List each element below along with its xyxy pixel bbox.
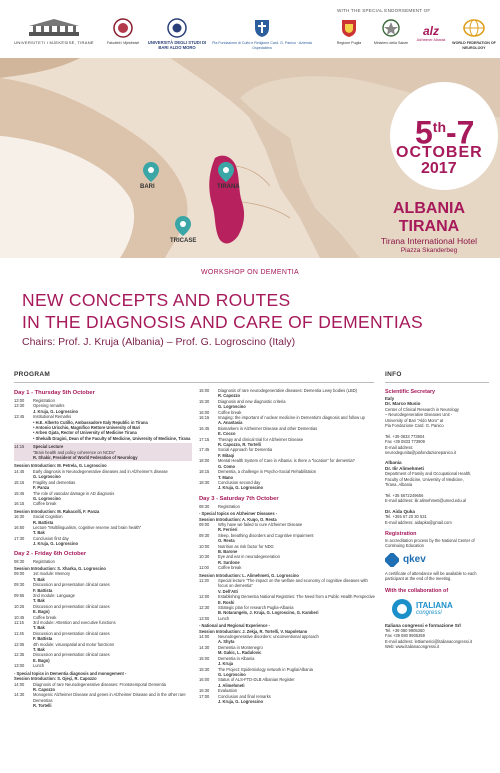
schedule-row xyxy=(199,616,375,621)
schedule-speaker: T. Mano xyxy=(218,474,234,480)
day-3-rows xyxy=(199,504,375,509)
schedule-time: 12:35 xyxy=(14,652,25,658)
schedule-item: Lecture "Multilingualism, cognitive reserve and brain health" xyxy=(33,524,142,530)
program-divider xyxy=(14,382,374,383)
schedule-item: Discussion and presentation clinical cases xyxy=(33,603,110,609)
schedule-time: 17:15 xyxy=(199,436,210,442)
logo-regione-puglia xyxy=(332,18,366,46)
schedule-time: 11:15 xyxy=(14,620,24,626)
schedule-time: 16:30 xyxy=(199,688,210,694)
schedule-speaker: T. Bak xyxy=(33,625,45,631)
schedule-speaker: R. Capozzo xyxy=(33,686,56,692)
title-line-2: IN THE DIAGNOSIS AND CARE OF DEMENTIAS xyxy=(22,312,423,332)
schedule-item: Establishing Dementia National Registries: The Need from a Public Health Perspective xyxy=(218,594,375,600)
schedule-item: The Project: Epidemiology network in Puglia/Albania xyxy=(218,666,313,672)
schedule-item: Evaluation xyxy=(218,688,238,694)
schedule-item: Mental Health System of Care in Albania: is there a "location" for dementia? xyxy=(218,458,355,464)
session-topic: - Special topics on Alzheimer Diseases - xyxy=(199,511,278,517)
schedule-speaker: G. Logroscino xyxy=(218,671,246,677)
logo-university-medicine-tirana xyxy=(6,18,102,46)
logo-label: Ministero della Salute xyxy=(373,41,409,46)
schedule-time: 09:30 xyxy=(199,532,210,538)
italy-contact-lines xyxy=(385,407,493,456)
schedule-item: Eye and ear in neurodegeneration xyxy=(218,554,280,560)
schedule-time: 09:55 xyxy=(14,593,25,598)
schedule-speaker: • Arben Gjata, Rector of University of Medicine Tirana xyxy=(33,430,137,436)
special-lecture xyxy=(14,443,192,461)
italiana-congressi-logo xyxy=(391,598,493,620)
albania-contact-lines xyxy=(385,471,493,503)
schedule-time: 09:00 xyxy=(199,521,210,527)
schedule-item: Dementia in Albania xyxy=(218,655,255,661)
schedule-time: 16:50 xyxy=(14,524,25,530)
schedule-speaker: R. Sardone xyxy=(218,559,240,565)
schedule-speaker: R. Battista xyxy=(33,519,54,525)
schedule-item: Imaging: the important of nuclear medicine in Dementia's diagnosis and follow up xyxy=(218,415,365,421)
session-intro: Session Introduction: A. Kuqo, O. Resta xyxy=(199,516,277,522)
event-year: 2017 xyxy=(421,160,457,177)
schedule-item: Registration xyxy=(218,503,240,509)
info-line: Fax +39 0833 773909 xyxy=(385,439,425,445)
info-line: Tel. +39 0833 773904 xyxy=(385,433,425,439)
schedule-row xyxy=(14,541,192,546)
schedule-time: 17:45 xyxy=(199,447,210,453)
schedule-item: Diagnosis and new diagnostic criteria xyxy=(218,398,286,404)
schedule-time xyxy=(199,485,218,490)
schedule-speaker: E. Roshi xyxy=(218,599,235,605)
logo-university-bari xyxy=(147,18,207,50)
scientific-secretary-title: Scientific Secretary xyxy=(385,389,436,395)
schedule-speaker: F. Battista xyxy=(33,636,53,642)
schedule-time: 15:00 xyxy=(199,655,210,661)
schedule-time: 09:00 xyxy=(14,571,25,577)
schedule-row xyxy=(199,699,375,704)
session-topic: - National and Regional Experience - xyxy=(199,623,270,629)
schedule-time: 10:30 xyxy=(199,554,210,560)
schedule-speaker: J. Kruja, G. Logroscino xyxy=(33,408,79,414)
program-column-2 xyxy=(199,388,375,704)
workshop-label: WORKSHOP ON DEMENTIA xyxy=(200,269,300,276)
day-2-rows xyxy=(14,559,192,564)
city-label-bari: BARI xyxy=(140,184,155,190)
info-line: Tirana, Albania xyxy=(385,482,413,488)
schedule-item: 4th module: visuospatial and motor functions xyxy=(33,641,115,647)
logo-alzheimer-albania xyxy=(414,18,448,42)
schedule-time xyxy=(14,541,33,546)
albania-contact-name: Dr. Ilir Alimehmeti xyxy=(385,465,424,471)
schedule-item: Coffee break xyxy=(33,614,57,620)
albania-contact-name-2: Dr. Aida Quka xyxy=(385,508,415,514)
city-label-tricase: TRICASE xyxy=(170,238,197,244)
schedule-item: Discussion and presentation clinical cases xyxy=(33,652,110,658)
info-line: neurodegunita@piafondazionepanico.it xyxy=(385,450,457,456)
special-speaker: R. Shakir, President of World Federation of Neurology xyxy=(33,455,138,461)
schedule-speaker: F. Panza xyxy=(33,485,50,491)
schedule-speaker: G. Logroscino xyxy=(33,474,61,480)
schedule-time: 12:05 xyxy=(14,641,25,647)
schedule-time: 08:30 xyxy=(199,503,210,509)
schedule-time: 18:30 xyxy=(199,479,210,485)
session-intro: Session Introduction: J. Zekja, R. Tortelli, V. Napoletano xyxy=(199,628,308,634)
schedule-time: 15:30 xyxy=(199,398,210,404)
info-line: Department of Family and Occupational Health, xyxy=(385,471,472,477)
info-line: E-mail address: ilir.alimehmeti@umed.edu.al xyxy=(385,498,467,504)
schedule-time: 18:00 xyxy=(199,458,210,464)
day-2-rows-3 xyxy=(14,682,192,709)
schedule-time: 13:00 xyxy=(14,663,25,669)
schedule-time: 13:30 xyxy=(14,403,25,409)
schedule-speaker: E. Bago) xyxy=(33,657,50,663)
schedule-item: Conclusion first day xyxy=(33,535,69,541)
schedule-time xyxy=(14,436,33,441)
regional-crest-icon xyxy=(340,18,358,38)
logo-label: Fakulteti i Mjekësisë xyxy=(106,41,140,46)
schedule-item: Nutrition as risk factor for NDG xyxy=(218,543,274,549)
logo-pia-fondazione xyxy=(212,18,312,50)
schedule-speaker: B. Barone xyxy=(218,548,238,554)
schedule-time: 12:00 xyxy=(199,594,210,600)
day-start: 5 xyxy=(415,114,433,151)
schedule-speaker: J. Kruja, G. Logroscino xyxy=(33,541,79,547)
country-italy: Italy xyxy=(385,396,395,401)
schedule-time: 10:45 xyxy=(14,614,25,620)
event-month: OCTOBER xyxy=(396,144,483,161)
day-2-rows-2 xyxy=(14,571,192,668)
schedule-speaker: M. Gakic, L. Radulovic xyxy=(218,650,262,656)
schedule-speaker: B. Notarangelo, J. Kruja, G. Logroscino, G. Kamberi xyxy=(218,610,319,616)
collaboration-title: With the collaboration of xyxy=(385,587,449,594)
special-text: "Brain health and policy coherence on NCDs" xyxy=(33,449,116,455)
main-title xyxy=(22,289,423,333)
venue-country: ALBANIA xyxy=(393,200,465,217)
logo-label: Alzheimer Albania xyxy=(416,38,446,42)
logo-wfn xyxy=(452,18,496,50)
schedule-item: Diagnosis of rare neurodegenerative diseases: Dementia Lewy bodies (LBD) xyxy=(218,388,358,393)
schedule-speaker: G. Como xyxy=(218,463,236,469)
schedule-speaker: A. Anastasia xyxy=(218,420,243,426)
info-line: University of Bari "Aldo Moro" at xyxy=(385,417,444,423)
schedule-time: 16:15 xyxy=(199,415,210,421)
schedule-speaker: E. Cocco xyxy=(218,431,236,437)
seal-icon xyxy=(113,18,133,38)
schedule-item: Coffee break xyxy=(218,565,242,571)
session-intro: Session Introduction: L. Alimehmeti, G. Logroscino xyxy=(199,572,299,578)
venue-square: Piazza Skanderbeg xyxy=(400,247,458,254)
title-line-1: NEW CONCEPTS AND ROUTES xyxy=(22,290,291,310)
italiana-congressi-icon xyxy=(391,598,413,620)
endorsement-title: WITH THE SPECIAL ENDORSEMENT OF xyxy=(337,8,431,13)
schedule-speaker: J. Kruja xyxy=(218,661,234,667)
day-3-rows-3 xyxy=(199,578,375,621)
city-label-tirana: TIRANA xyxy=(217,184,240,190)
certificate-text: A certificate of attendance will be available to each participant at the end of the meeting. xyxy=(385,570,477,582)
schedule-speaker: T. Bak xyxy=(33,530,45,536)
schedule-time: 15:00 xyxy=(199,388,210,393)
cross-shield-icon xyxy=(252,18,272,38)
schedule-speaker: • Shekalb Dragini, Dean of the Faculty of Medicine, University of Medicine, Tirana xyxy=(33,435,191,441)
logo-ministero-salute xyxy=(373,18,409,46)
italiana-logo-text: ITALIANA xyxy=(416,600,453,610)
event-dates: 5th-7 xyxy=(415,114,475,151)
info-header: INFO xyxy=(385,371,402,378)
schedule-speaker: V. Dell'Atti xyxy=(218,588,238,594)
schedule-time: 11:30 xyxy=(199,578,209,583)
schedule-item: Registration xyxy=(33,558,55,564)
schedule-item: Social Approach for Dementia xyxy=(218,447,273,453)
day-3-title: Day 3 - Saturday 7th October xyxy=(199,495,279,502)
schedule-speaker: R. Capozzo, R. Tortelli xyxy=(218,442,261,448)
day-2-afternoon-rows xyxy=(199,388,375,491)
schedule-item: Coffee break xyxy=(33,501,57,507)
schedule-speaker: T. Bak xyxy=(33,647,45,653)
registration-title: Registration xyxy=(385,530,417,537)
schedule-item: Registration xyxy=(33,398,55,403)
seal-icon xyxy=(167,18,187,38)
schedule-item: Institutional Remarks xyxy=(33,414,72,420)
day-1-rows-3 xyxy=(14,514,192,546)
day-end: 7 xyxy=(456,114,475,151)
globe-icon xyxy=(463,18,485,38)
schedule-time: 16:00 xyxy=(199,409,210,415)
schedule-time: 13:00 xyxy=(199,615,210,621)
program-column-1 xyxy=(14,388,192,709)
info-column xyxy=(385,388,493,650)
schedule-item: The role of vascular damage in AD diagnosis xyxy=(33,490,115,496)
qkev-label: qkev xyxy=(403,554,426,566)
schedule-time xyxy=(14,703,33,708)
schedule-time: 14:45 xyxy=(14,468,25,474)
albania-contact-lines-2 xyxy=(385,514,493,525)
schedule-row xyxy=(14,663,192,668)
schedule-time: 18:15 xyxy=(199,469,210,475)
schedule-item: Discussion and presentation clinical cases xyxy=(33,582,110,588)
schedule-item: Social Cognition xyxy=(33,514,63,520)
venue-city: TIRANA xyxy=(398,218,460,235)
schedule-time: 09:30 xyxy=(14,582,25,588)
program-header: PROGRAM xyxy=(14,371,51,378)
logo-label: UNIVERSITETI I MJEKËSISË, TIRANË xyxy=(14,40,94,46)
schedule-item: Therapy and clinical trial for Alzheimer Disease xyxy=(218,436,304,442)
schedule-time: 10:25 xyxy=(14,603,25,609)
schedule-speaker: F. Mitaqi xyxy=(218,452,235,458)
schedule-time: 11:00 xyxy=(199,565,209,571)
info-line: Tel. +35 5672249656 xyxy=(385,492,424,498)
special-time: 14:15 xyxy=(14,444,25,450)
day-1-rows xyxy=(14,398,192,441)
schedule-row xyxy=(14,559,192,564)
schedule-time xyxy=(199,699,218,704)
schedule-item: Why have we failed to cure Alzheimer Disease xyxy=(218,521,303,527)
info-line: E-mail address: lettiamerici@italianacongressi.it xyxy=(385,638,472,644)
schedule-item: Lunch xyxy=(218,615,230,621)
schedule-row xyxy=(199,565,375,570)
schedule-item: Diagnosis of rare Neurodegenerative diseases: Frontotemporal Dementia xyxy=(33,681,166,687)
schedule-row xyxy=(199,504,375,509)
schedule-speaker: • H.E. Alberto Cutillo, Ambassadore Italy Republic in Tirana xyxy=(33,419,148,425)
schedule-time: 17:00 xyxy=(199,693,210,699)
session-topic: - Special topics in Dementia diagnosis and monogement - xyxy=(14,670,127,676)
schedule-item: Strategic plan for research Puglia-Albania xyxy=(218,605,294,611)
schedule-time: 10:00 xyxy=(199,543,210,549)
info-line: Tel. +355 67 20 30 531 xyxy=(385,514,427,520)
logo-faculty-medicine xyxy=(104,18,142,46)
alz-icon: alz xyxy=(422,24,439,38)
info-line: E-mail address: xyxy=(385,444,414,450)
schedule-item: Status of ALS-FTD-DLB Albanian Register xyxy=(218,677,295,683)
info-line: Web: www.italianacongressi.it xyxy=(385,644,440,650)
schedule-item: 1st module: Memory xyxy=(33,571,71,577)
schedule-speaker: F. Battista xyxy=(33,587,53,593)
session-intro: Session Introduction: S. Gjeçi, R. Capozzo xyxy=(14,676,97,682)
schedule-item: Conclusion and final remarks xyxy=(218,693,271,699)
info-line: Center of Clinical Research in Neurology xyxy=(385,406,459,412)
schedule-time: 08:30 xyxy=(14,558,25,564)
special-label: Special Lecture xyxy=(33,444,64,450)
schedule-speaker: R. Ferrieri xyxy=(218,527,238,533)
schedule-row xyxy=(14,501,192,506)
schedule-speaker: J. Kruja, G. Logroscino xyxy=(218,698,264,704)
schedule-row xyxy=(14,436,192,441)
collaborator-name: Italiana congressi e formazione Srl xyxy=(385,622,461,628)
info-line: Fax +39 080 9905359 xyxy=(385,633,425,639)
schedule-speaker: G. Logroscino xyxy=(33,495,61,501)
schedule-row xyxy=(199,578,375,589)
info-line: E-mail address: aidapka@gmail.com xyxy=(385,519,452,525)
republic-emblem-icon xyxy=(382,18,400,38)
schedule-time: 11:45 xyxy=(14,630,24,636)
italy-contact-name: Dr. Marco Musio xyxy=(385,401,421,407)
schedule-speaker: T. Bak xyxy=(33,598,45,604)
schedule-time: 12:30 xyxy=(199,605,210,611)
schedule-time: 16:30 xyxy=(14,514,25,520)
schedule-speaker: J. Kruja, G. Logroscino xyxy=(218,485,264,491)
day-2-title: Day 2 - Friday 6th October xyxy=(14,550,87,557)
schedule-item: Opening remarks xyxy=(33,403,65,409)
schedule-row xyxy=(199,485,375,490)
schedule-item: Monogenic Alzheimer Disease and genes in Alzheimer Disease and in the other rare Dementias xyxy=(33,692,186,703)
schedule-item: Lunch xyxy=(33,663,45,669)
logo-label: WORLD FEDERATION OF NEUROLOGY xyxy=(452,41,496,50)
schedule-item: Dementia in Montenegro xyxy=(218,644,263,650)
schedule-time: 16:45 xyxy=(199,425,210,431)
university-building-icon xyxy=(27,18,81,38)
congressi-logo-text: congressi xyxy=(416,609,442,616)
schedule-item: Coffee break xyxy=(218,409,242,415)
schedule-speaker: R. Tortelli xyxy=(33,703,52,709)
schedule-time: 14:00 xyxy=(199,634,210,640)
session-intro: Session Introduction: S. Xharka, G. Logroscino xyxy=(14,565,106,571)
schedule-speaker: G. Logroscino xyxy=(218,404,246,410)
schedule-speaker: T. Bak xyxy=(33,576,45,582)
logo-label: Pia Fondazione di Culto e Religione Card. G. Panico · Azienda Ospedaliera xyxy=(212,41,312,50)
schedule-time: 15:30 xyxy=(199,666,210,672)
schedule-item: Sleep, breathing disorders and Cognitive Impairment xyxy=(218,532,314,538)
logo-label: Regione Puglia xyxy=(336,41,362,46)
chairs: Chairs: Prof. J. Kruja (Albania) – Prof. G. Logroscino (Italy) xyxy=(22,336,296,348)
schedule-item: Fragility and dementias xyxy=(33,479,76,485)
session-intro: Session Introduction: M. Petrela, G. Logroscino xyxy=(14,463,107,469)
day-3-rows-2 xyxy=(199,522,375,571)
schedule-item: Neurodegenerative disorders: unconventional approach xyxy=(218,634,319,640)
qkev-icon xyxy=(385,553,399,567)
schedule-time: 16:15 xyxy=(14,501,25,507)
info-line: – Neurodegenerative Diseases Unit - xyxy=(385,412,453,418)
schedule-speaker: J. Alimehmeti xyxy=(218,682,245,688)
info-line: Faculty of Medicine, University of Medicine, xyxy=(385,476,464,482)
schedule-time: 13:45 xyxy=(14,414,25,420)
schedule-time: 14:00 xyxy=(14,681,25,687)
day-3-rows-4 xyxy=(199,634,375,704)
schedule-item: 2nd module: Language xyxy=(33,593,75,598)
schedule-item: Biomarkers in Alzheimer Disease and other Dementias xyxy=(218,425,318,431)
info-line: Pia Fondazione Card. G. Panico xyxy=(385,423,444,429)
schedule-time: 14:30 xyxy=(14,692,25,698)
schedule-speaker: O. Resta xyxy=(218,538,235,544)
day-1-rows-2 xyxy=(14,469,192,507)
collaborator-contact-lines xyxy=(385,628,493,650)
schedule-time: 17:30 xyxy=(14,535,25,541)
schedule-item: Discussion and presentation clinical cases xyxy=(33,630,110,636)
venue-hotel: Tirana International Hotel xyxy=(380,236,478,246)
schedule-time: 16:00 xyxy=(199,677,210,683)
logo-label: UNIVERSITÀ DEGLI STUDI DI BARI ALDO MORO xyxy=(147,40,207,50)
schedule-speaker: E. Bago) xyxy=(33,609,50,615)
schedule-time: 15:15 xyxy=(14,479,25,485)
schedule-speaker: A. Shyta xyxy=(218,639,235,645)
info-divider xyxy=(385,382,489,383)
schedule-item: Early diagnosis in Neurodegenerative diseases and in Alzheimer's disease xyxy=(33,468,168,474)
schedule-item: Conclusion second day xyxy=(218,479,261,485)
schedule-item: Dementia, a challenge in Psycho-Social Rehabilitation xyxy=(218,469,317,475)
schedule-time: 13:00 xyxy=(14,398,25,403)
schedule-time: 14:30 xyxy=(199,644,210,650)
schedule-speaker: R. Capozzo xyxy=(218,393,241,399)
day-1-title: Day 1 - Thursday 5th October xyxy=(14,390,95,396)
schedule-speaker: • Antonio Uricchio, Magnifico Rettore University of Bari xyxy=(33,425,141,431)
schedule-row xyxy=(14,703,192,708)
schedule-time: 15:45 xyxy=(14,490,25,496)
schedule-row xyxy=(14,692,192,703)
country-albania: Albania xyxy=(385,460,402,466)
registration-text: In accreditation process by the National Center of Continuing Education xyxy=(385,537,475,549)
session-intro: Session Introduction: M. Rakacolli, F. Panza xyxy=(14,508,100,514)
schedule-item: Special lecture "The impact on the welfare and economy of cognitive diseases with focus on dementia" xyxy=(218,578,368,589)
qkev-logo xyxy=(385,553,493,567)
schedule-item: 3rd module: Attention and executive functions xyxy=(33,620,116,626)
info-line: Tel. +39 080 9905360 xyxy=(385,627,425,633)
